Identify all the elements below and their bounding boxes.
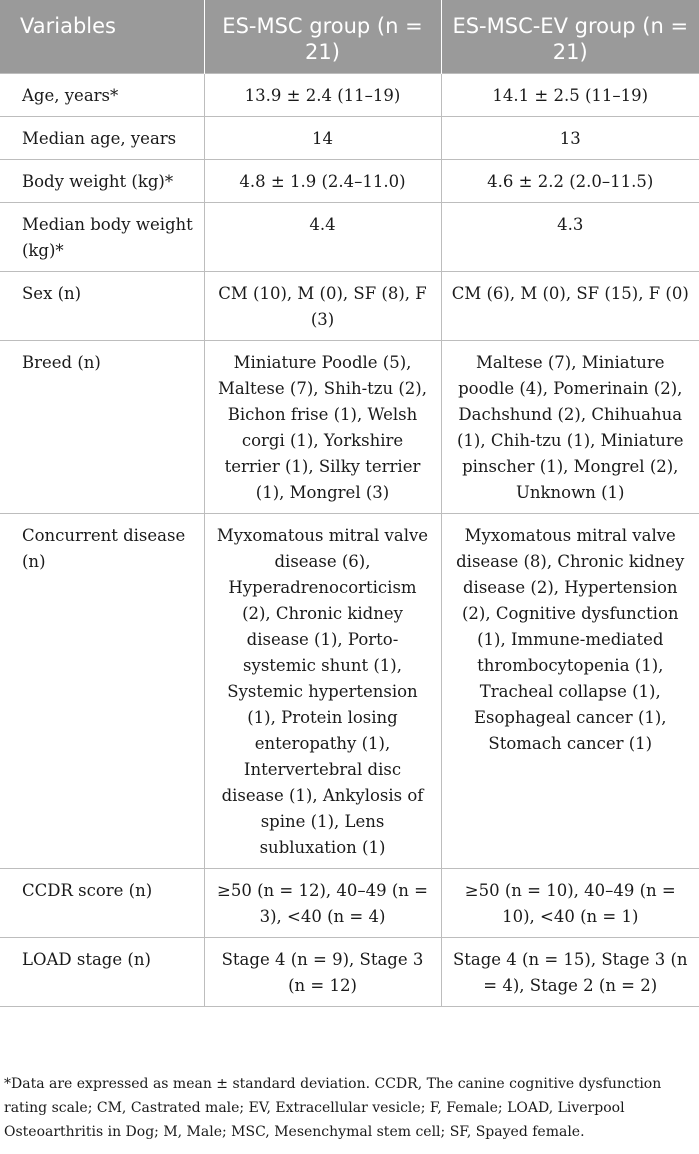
row-label: Body weight (kg)* — [0, 160, 204, 203]
header-es-msc-group: ES-MSC group (n = 21) — [204, 0, 441, 74]
cell-es-msc-ev: 14.1 ± 2.5 (11–19) — [441, 74, 699, 117]
cell-es-msc-ev: 4.6 ± 2.2 (2.0–11.5) — [441, 160, 699, 203]
cell-es-msc: Miniature Poodle (5), Maltese (7), Shih-tzu (2), Bichon frise (1), Welsh corgi (1), Yorkshire terrier (1), Silky terrier (1), Mongrel (3) — [204, 341, 441, 514]
footnote-text: *Data are expressed as mean ± standard deviation. CCDR, The canine cognitive dysfunction rating scale; CM, Castrated male; EV, Extracellular vesicle; F, Female; LOAD, Liverpool Osteoarthritis in Dog; M, Male; MSC, Mesenchymal stem cell; SF, Spayed female. — [4, 1076, 662, 1140]
table-row — [0, 203, 699, 272]
table-row — [0, 117, 699, 160]
table-header-row — [0, 0, 699, 74]
row-label: Median body weight (kg)* — [0, 203, 204, 272]
cell-es-msc: 4.8 ± 1.9 (2.4–11.0) — [204, 160, 441, 203]
cell-es-msc-ev: Maltese (7), Miniature poodle (4), Pomerinain (2), Dachshund (2), Chihuahua (1), Chih-tzu (1), Miniature pinscher (1), Mongrel (2), Unknown (1) — [441, 341, 699, 514]
cell-es-msc: CM (10), M (0), SF (8), F (3) — [204, 272, 441, 341]
table-row — [0, 160, 699, 203]
cell-es-msc-ev: ≥50 (n = 10), 40–49 (n = 10), <40 (n = 1) — [441, 869, 699, 938]
table-row — [0, 74, 699, 117]
header-es-msc-ev-group: ES-MSC-EV group (n = 21) — [441, 0, 699, 74]
cell-es-msc: Stage 4 (n = 9), Stage 3 (n = 12) — [204, 938, 441, 1007]
row-label: LOAD stage (n) — [0, 938, 204, 1007]
cell-es-msc: 14 — [204, 117, 441, 160]
row-label: Median age, years — [0, 117, 204, 160]
row-label: CCDR score (n) — [0, 869, 204, 938]
cell-es-msc: 4.4 — [204, 203, 441, 272]
table-row — [0, 514, 699, 869]
cell-es-msc: 13.9 ± 2.4 (11–19) — [204, 74, 441, 117]
table-row — [0, 272, 699, 341]
cell-es-msc-ev: 4.3 — [441, 203, 699, 272]
table-row — [0, 341, 699, 514]
cell-es-msc-ev: Myxomatous mitral valve disease (8), Chronic kidney disease (2), Hypertension (2), Cognitive dysfunction (1), Immune-mediated thrombocytopenia (1), Tracheal collapse (1), Esophageal cancer (1), Stomach cancer (1) — [441, 514, 699, 869]
cell-es-msc-ev: CM (6), M (0), SF (15), F (0) — [441, 272, 699, 341]
table-row — [0, 938, 699, 1007]
row-label: Sex (n) — [0, 272, 204, 341]
cell-es-msc-ev: 13 — [441, 117, 699, 160]
table-footnote — [4, 1072, 694, 1144]
table-row — [0, 869, 699, 938]
row-label: Concurrent disease (n) — [0, 514, 204, 869]
cell-es-msc: Myxomatous mitral valve disease (6), Hyperadrenocorticism (2), Chronic kidney disease (1), Porto-systemic shunt (1), Systemic hypertension (1), Protein losing enteropathy (1), Intervertebral disc disease (1), Ankylosis of spine (1), Lens subluxation (1) — [204, 514, 441, 869]
cell-es-msc: ≥50 (n = 12), 40–49 (n = 3), <40 (n = 4) — [204, 869, 441, 938]
cell-es-msc-ev: Stage 4 (n = 15), Stage 3 (n = 4), Stage 2 (n = 2) — [441, 938, 699, 1007]
header-variables: Variables — [0, 0, 204, 74]
row-label: Breed (n) — [0, 341, 204, 514]
row-label: Age, years* — [0, 74, 204, 117]
